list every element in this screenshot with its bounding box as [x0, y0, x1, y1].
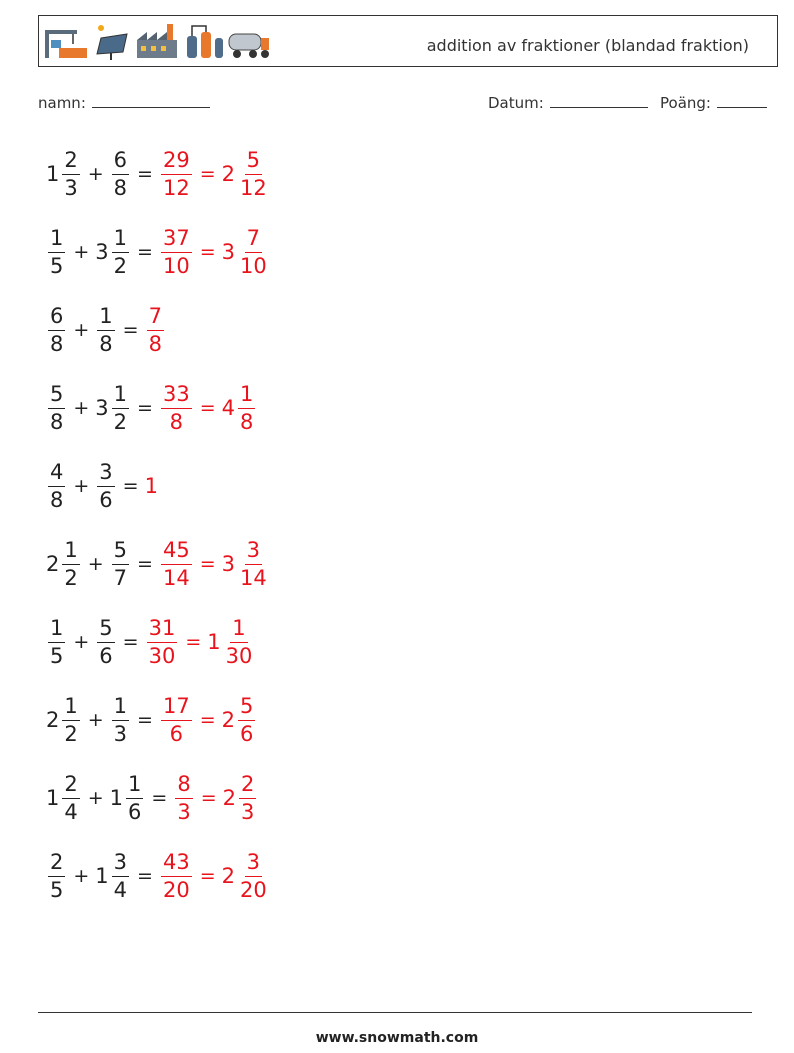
- second-addend: [95, 849, 131, 902]
- problem-row: [46, 846, 271, 906]
- fraction: [62, 147, 79, 200]
- numerator: 45: [161, 540, 192, 565]
- denominator: 5: [50, 253, 64, 278]
- second-addend: [95, 615, 116, 668]
- equals-sign: =: [122, 475, 139, 497]
- answer-improper: [145, 615, 180, 668]
- denominator: 7: [113, 565, 128, 590]
- equals-sign: =: [137, 241, 153, 263]
- denominator: 5: [50, 643, 64, 668]
- answer-improper: [159, 225, 194, 278]
- numerator: 6: [112, 150, 129, 175]
- first-addend: [46, 693, 82, 746]
- second-addend: [110, 537, 131, 590]
- numerator: 5: [245, 150, 262, 175]
- numerator: 29: [161, 150, 192, 175]
- numerator: 2: [62, 150, 79, 175]
- fraction: [112, 147, 129, 200]
- plus-sign: +: [73, 865, 90, 887]
- equals-sign-answer: =: [199, 709, 216, 731]
- fraction: [224, 615, 255, 668]
- denominator: 8: [169, 409, 184, 434]
- fraction: [238, 381, 255, 434]
- date-blank[interactable]: [550, 93, 648, 108]
- numerator: 1: [112, 384, 129, 409]
- whole-number: 3: [95, 396, 109, 420]
- denominator: 2: [64, 565, 78, 590]
- fraction: [238, 849, 269, 902]
- answer-whole: 1: [144, 474, 158, 498]
- denominator: 6: [99, 487, 113, 512]
- problem-row: [46, 690, 257, 750]
- numerator: 6: [48, 306, 65, 331]
- plus-sign: +: [73, 397, 90, 419]
- fraction: [62, 771, 79, 824]
- numerator: 33: [161, 384, 192, 409]
- equals-sign: =: [137, 163, 153, 185]
- whole-number: 1: [95, 864, 109, 888]
- equals-sign-answer: =: [199, 865, 216, 887]
- equals-sign: =: [151, 787, 168, 809]
- problem-row: [46, 768, 258, 828]
- plus-sign: +: [87, 709, 104, 731]
- denominator: 20: [162, 877, 190, 902]
- header-icons: [43, 22, 269, 62]
- denominator: 6: [99, 643, 113, 668]
- denominator: 10: [162, 253, 190, 278]
- numerator: 3: [97, 462, 114, 487]
- answer-mixed: [221, 225, 271, 278]
- numerator: 7: [245, 228, 262, 253]
- denominator: 8: [50, 487, 64, 512]
- first-addend: [46, 849, 67, 902]
- problem-row: [46, 612, 256, 672]
- fraction: [161, 147, 192, 200]
- fraction: [48, 303, 65, 356]
- equals-sign-answer: =: [199, 397, 216, 419]
- solar-panel-icon: [97, 25, 127, 60]
- problem-row: [46, 378, 257, 438]
- numerator: 43: [161, 852, 192, 877]
- denominator: 8: [113, 175, 128, 200]
- fraction: [161, 381, 192, 434]
- answer-mixed: [221, 147, 271, 200]
- numerator: 1: [126, 774, 143, 799]
- footer-url: www.snowmath.com: [315, 1030, 479, 1046]
- whole-number: 2: [221, 162, 235, 186]
- problem-row: [46, 534, 271, 594]
- numerator: 3: [245, 852, 262, 877]
- numerator: 5: [238, 696, 255, 721]
- numerator: 1: [112, 696, 129, 721]
- denominator: 8: [240, 409, 254, 434]
- problem-row: [46, 456, 159, 516]
- first-addend: [46, 225, 67, 278]
- fraction: [48, 381, 65, 434]
- plus-sign: +: [73, 475, 90, 497]
- whole-number: 1: [207, 630, 221, 654]
- denominator: 8: [148, 331, 162, 356]
- denominator: 3: [64, 175, 78, 200]
- fraction: [112, 537, 129, 590]
- fraction: [97, 459, 114, 512]
- numerator: 1: [62, 540, 79, 565]
- answer-mixed: [222, 771, 259, 824]
- denominator: 4: [113, 877, 128, 902]
- fraction: [97, 303, 114, 356]
- numerator: 8: [175, 774, 192, 799]
- numerator: 5: [97, 618, 114, 643]
- denominator: 8: [99, 331, 113, 356]
- second-addend: [95, 225, 131, 278]
- denominator: 12: [162, 175, 190, 200]
- denominator: 12: [240, 175, 267, 200]
- second-addend: [109, 771, 146, 824]
- whole-number: 2: [221, 864, 235, 888]
- numerator: 7: [147, 306, 164, 331]
- first-addend: [46, 381, 67, 434]
- denominator: 3: [241, 799, 255, 824]
- whole-number: 1: [46, 786, 60, 810]
- footer-divider: [38, 1012, 752, 1013]
- crane-icon: [45, 30, 87, 58]
- numerator: 17: [161, 696, 192, 721]
- fraction: [126, 771, 143, 824]
- second-addend: [95, 459, 116, 512]
- first-addend: [46, 303, 67, 356]
- denominator: 2: [113, 253, 128, 278]
- numerator: 37: [161, 228, 192, 253]
- name-blank[interactable]: [92, 93, 210, 108]
- first-addend: [46, 459, 67, 512]
- date-label: Datum:: [488, 94, 544, 112]
- equals-sign-answer: =: [200, 787, 217, 809]
- numerator: 3: [245, 540, 262, 565]
- factory-icon: [137, 24, 177, 58]
- denominator: 30: [148, 643, 176, 668]
- fraction: [161, 693, 192, 746]
- numerator: 31: [147, 618, 178, 643]
- denominator: 8: [50, 409, 64, 434]
- numerator: 4: [48, 462, 65, 487]
- equals-sign-answer: =: [199, 241, 216, 263]
- numerator: 2: [239, 774, 256, 799]
- equals-sign: =: [137, 865, 153, 887]
- numerator: 1: [238, 384, 255, 409]
- fraction: [112, 225, 129, 278]
- answer-improper: [159, 147, 194, 200]
- first-addend: [46, 147, 82, 200]
- equals-sign-answer: =: [199, 553, 216, 575]
- whole-number: 2: [221, 708, 235, 732]
- whole-number: 1: [109, 786, 124, 810]
- fraction: [62, 537, 79, 590]
- plus-sign: +: [73, 241, 90, 263]
- gas-tanks-icon: [187, 26, 223, 58]
- numerator: 1: [97, 306, 114, 331]
- whole-number: 3: [221, 240, 235, 264]
- equals-sign: =: [137, 397, 153, 419]
- whole-number: 3: [95, 240, 109, 264]
- problem-row: [46, 222, 271, 282]
- numerator: 1: [48, 618, 65, 643]
- fraction: [238, 537, 269, 590]
- fraction: [112, 693, 129, 746]
- numerator: 5: [48, 384, 65, 409]
- numerator: 1: [48, 228, 65, 253]
- score-label: Poäng:: [660, 94, 711, 112]
- equals-sign: =: [137, 553, 153, 575]
- denominator: 6: [169, 721, 184, 746]
- numerator: 2: [62, 774, 79, 799]
- numerator: 1: [62, 696, 79, 721]
- whole-number: 2: [46, 708, 60, 732]
- first-addend: [46, 771, 82, 824]
- name-field: [38, 93, 210, 112]
- header-box: [38, 15, 778, 67]
- equals-sign-answer: =: [185, 631, 202, 653]
- answer-mixed: [221, 381, 258, 434]
- plus-sign: +: [73, 319, 90, 341]
- answer-improper: [145, 303, 166, 356]
- fraction: [239, 771, 256, 824]
- numerator: 3: [112, 852, 129, 877]
- equals-sign: =: [122, 319, 139, 341]
- fraction: [161, 849, 192, 902]
- denominator: 8: [50, 331, 64, 356]
- date-field: [488, 93, 648, 112]
- answer-mixed: [221, 693, 258, 746]
- fraction: [147, 303, 164, 356]
- fraction: [112, 849, 129, 902]
- second-addend: [95, 303, 116, 356]
- denominator: 4: [64, 799, 78, 824]
- fraction: [112, 381, 129, 434]
- problem-row: [46, 144, 271, 204]
- plus-sign: +: [73, 631, 90, 653]
- answer-improper: [173, 771, 194, 824]
- fraction: [97, 615, 114, 668]
- answer-mixed: [221, 537, 271, 590]
- fraction: [62, 693, 79, 746]
- fraction: [238, 147, 269, 200]
- first-addend: [46, 537, 82, 590]
- whole-number: 2: [46, 552, 60, 576]
- answer-improper: [159, 849, 194, 902]
- fraction: [175, 771, 192, 824]
- name-label: namn:: [38, 94, 86, 112]
- numerator: 2: [48, 852, 65, 877]
- denominator: 2: [64, 721, 78, 746]
- whole-number: 4: [221, 396, 235, 420]
- equals-sign: =: [137, 709, 153, 731]
- worksheet-title: addition av fraktioner (blandad fraktion): [426, 36, 749, 55]
- second-addend: [95, 381, 131, 434]
- numerator: 1: [230, 618, 247, 643]
- equals-sign-answer: =: [199, 163, 216, 185]
- fraction: [238, 693, 255, 746]
- answer-improper: [159, 537, 194, 590]
- problem-row: [46, 300, 166, 360]
- fraction: [161, 537, 192, 590]
- fraction: [48, 225, 65, 278]
- denominator: 6: [128, 799, 142, 824]
- fraction: [48, 459, 65, 512]
- whole-number: 3: [221, 552, 235, 576]
- answer-improper: [159, 381, 194, 434]
- denominator: 14: [240, 565, 267, 590]
- fraction: [238, 225, 269, 278]
- answer-mixed: [221, 849, 271, 902]
- plus-sign: +: [87, 787, 104, 809]
- fraction: [48, 849, 65, 902]
- equals-sign: =: [122, 631, 139, 653]
- answer-mixed: [207, 615, 256, 668]
- fraction: [48, 615, 65, 668]
- whole-number: 1: [46, 162, 60, 186]
- denominator: 3: [113, 721, 128, 746]
- whole-number: 2: [222, 786, 237, 810]
- score-blank[interactable]: [717, 93, 767, 108]
- tanker-truck-icon: [229, 34, 269, 58]
- answer-improper: [159, 693, 194, 746]
- denominator: 3: [177, 799, 191, 824]
- second-addend: [110, 693, 131, 746]
- first-addend: [46, 615, 67, 668]
- denominator: 10: [240, 253, 267, 278]
- numerator: 1: [112, 228, 129, 253]
- denominator: 5: [50, 877, 64, 902]
- denominator: 30: [225, 643, 253, 668]
- plus-sign: +: [87, 163, 104, 185]
- denominator: 20: [240, 877, 267, 902]
- plus-sign: +: [87, 553, 104, 575]
- denominator: 2: [113, 409, 128, 434]
- fraction: [161, 225, 192, 278]
- denominator: 14: [162, 565, 190, 590]
- denominator: 6: [240, 721, 254, 746]
- fraction: [147, 615, 178, 668]
- numerator: 5: [112, 540, 129, 565]
- score-field: [660, 93, 767, 112]
- second-addend: [110, 147, 131, 200]
